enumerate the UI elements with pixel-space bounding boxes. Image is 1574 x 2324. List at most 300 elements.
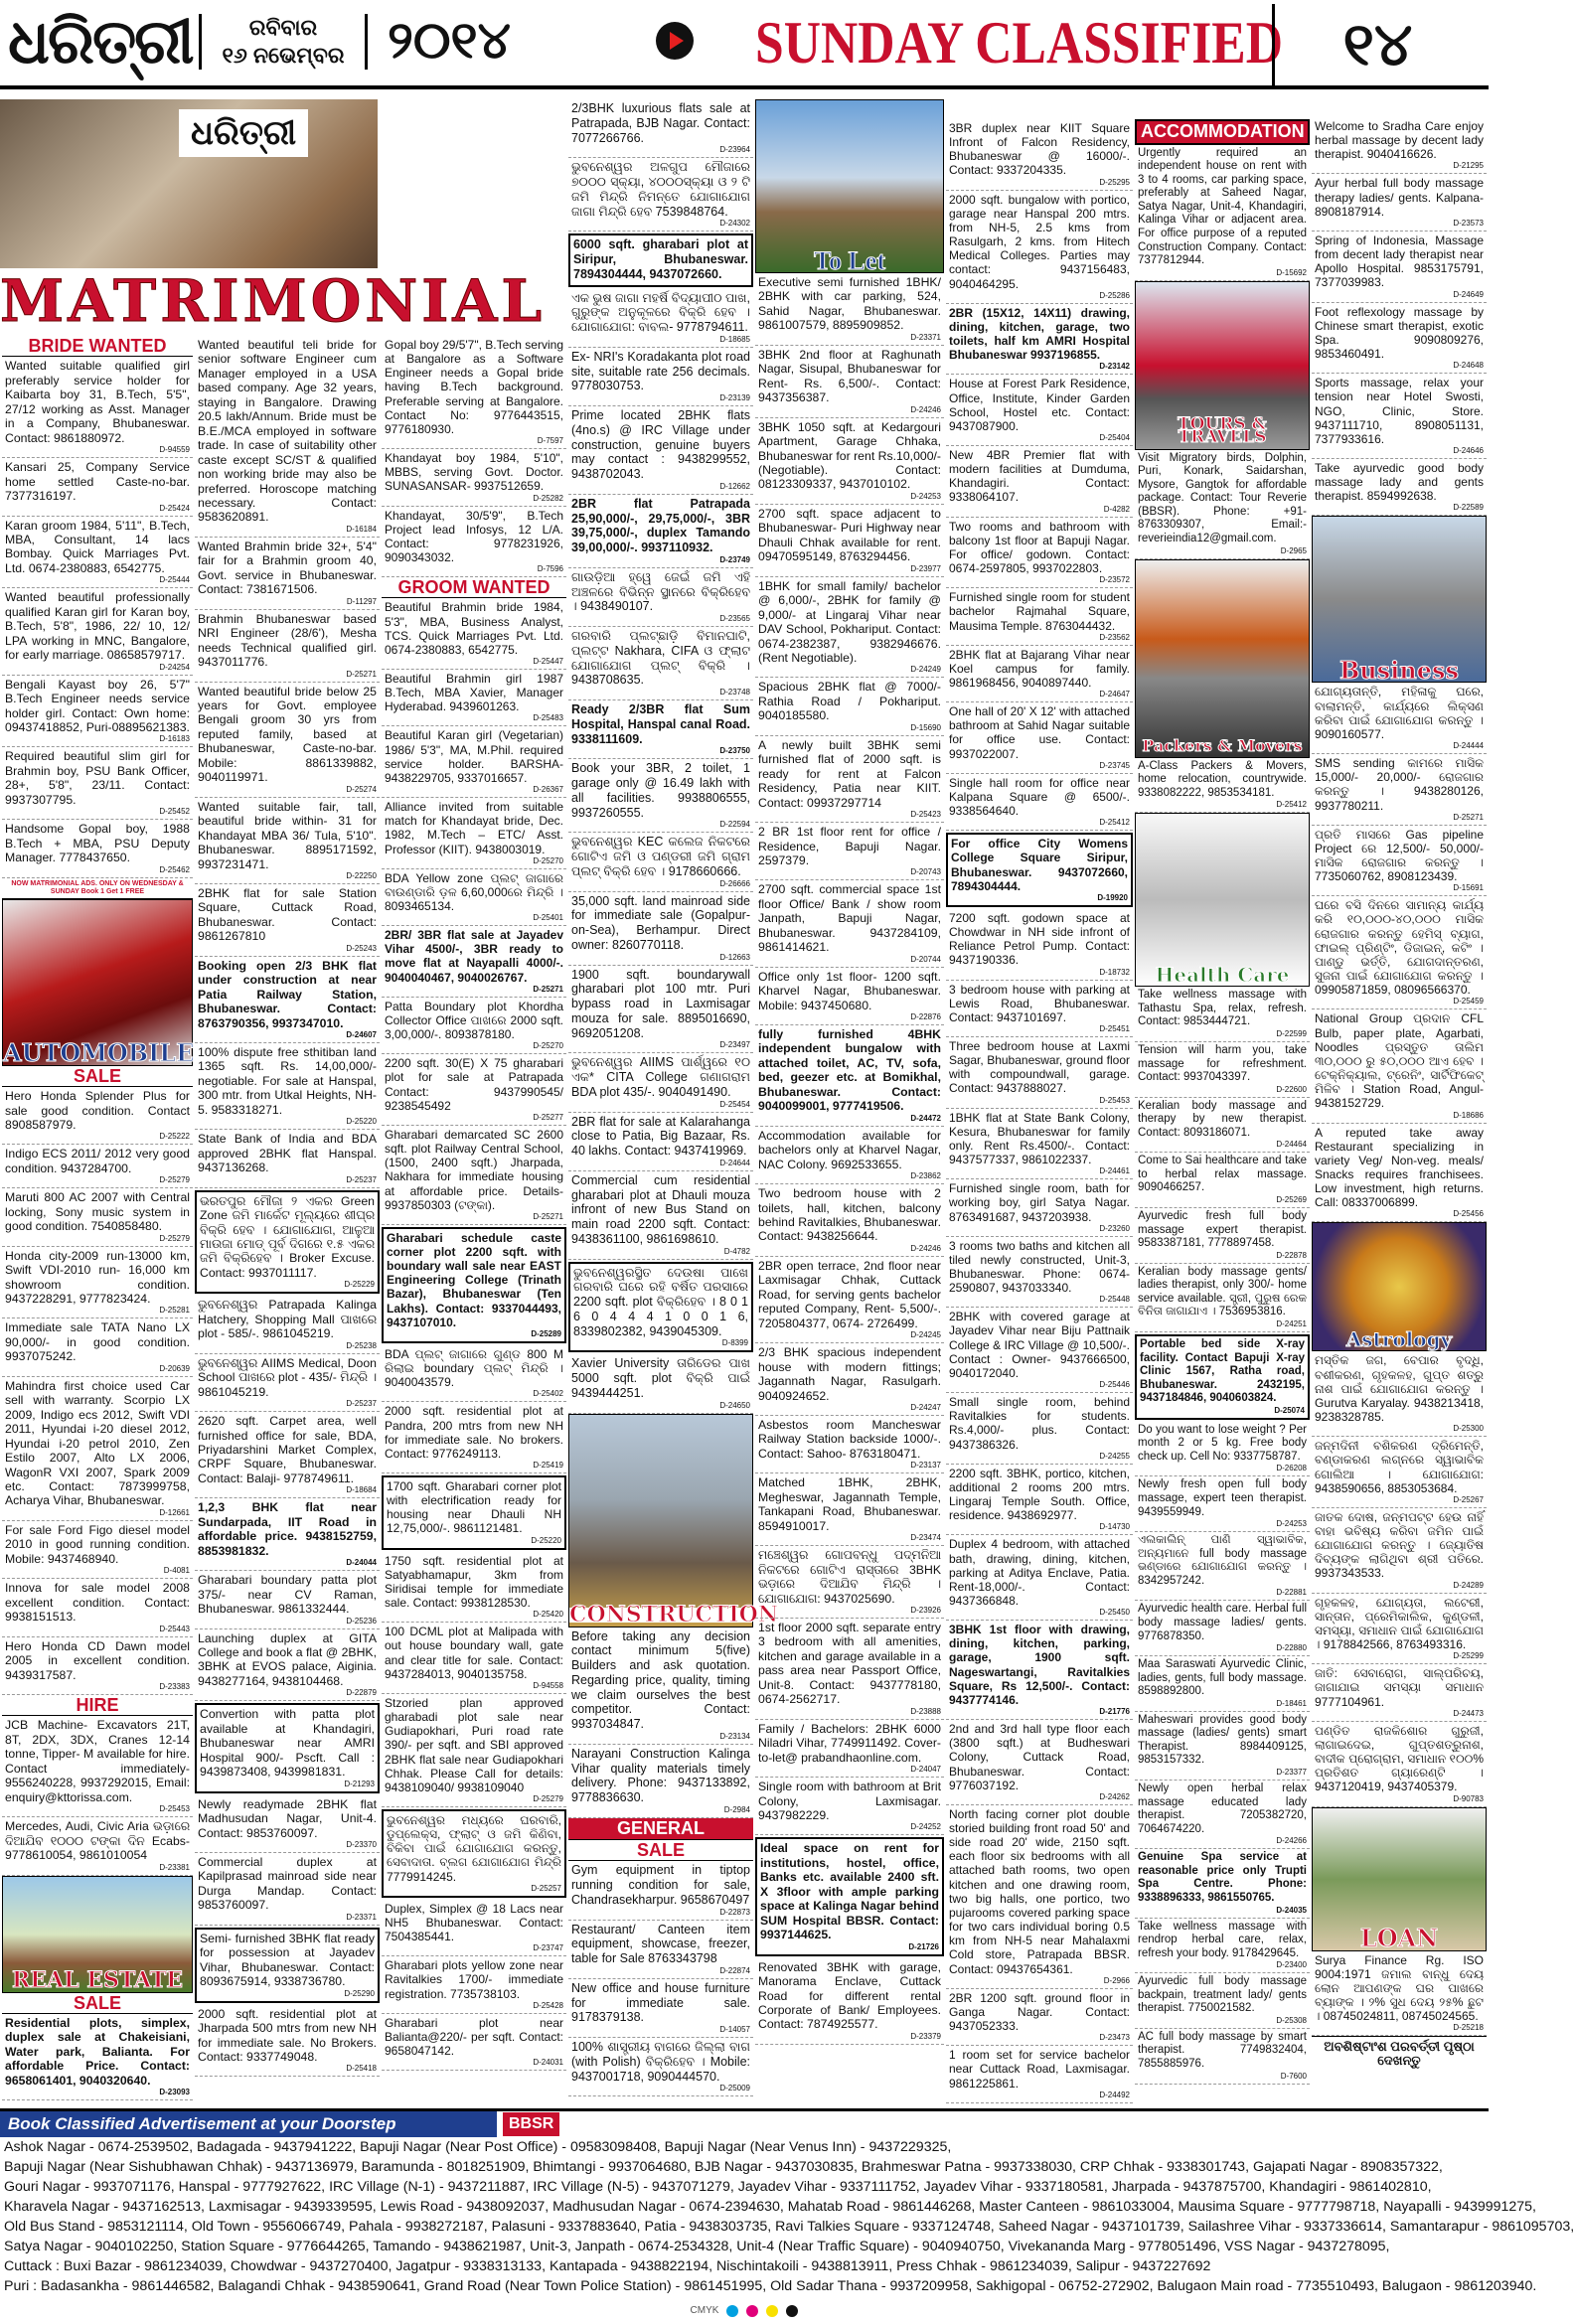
classified-ad: [195, 1130, 380, 1187]
classified-ad: [568, 1053, 753, 1112]
ad-code: D-23383: [159, 1682, 190, 1691]
ad-code: D-20743: [910, 867, 941, 877]
classified-ad: [195, 884, 380, 957]
ad-text: Newly fresh open full body massage, expert teen therapist. 9439559949.: [1138, 1478, 1307, 1518]
classified-ad: [755, 1184, 944, 1257]
classified-ad: [195, 610, 380, 683]
classified-ad: [568, 892, 753, 966]
ad-text: A-Class Packers & Movers, home relocation, countrywide. 9338082222, 9853534181.: [1138, 759, 1307, 799]
ad-code: D-25308: [1276, 2015, 1307, 2025]
ad-code: D-18685: [719, 334, 750, 344]
ad-code: D-25229: [344, 1280, 375, 1290]
classified-ad: [382, 1126, 566, 1225]
classified-ad: [755, 1025, 944, 1127]
ad-text: Urgently required an independent house on rent with 3 to 4 rooms, car parking space, preferably at Saheed Nagar, Satya Nagar, Unit-4, Khandagiri, Kalinga Vihar or adjacent area. For office purpose of a reputed Construction Company. Contact: 7377812944.: [1138, 146, 1307, 267]
tours-heading: TOURS & TRAVELS: [1178, 413, 1267, 448]
ad-text: 1900 sqft. boundarywall gharabari plot 100 mtr. Puri bypass road in Laxmisagar mouza for sale. 8895016690, 9692051208.: [571, 967, 750, 1040]
continued-note: ଅବଶିଷ୍ଟାଂଶ ପରବର୍ତ୍ତୀ ପୃଷ୍ଠା ଦେଖନ୍ତୁ: [1312, 2036, 1487, 2071]
classified-ad: [195, 336, 380, 538]
classified-ad: [1312, 1722, 1487, 1807]
ad-code: D-26208: [1276, 1464, 1307, 1473]
classified-ad: [1312, 1508, 1487, 1594]
ad-text: 2BR/ 3BR flat sale at Jayadev Vihar 4500/-, 3BR ready to move flat at Nayapalli 4000/-. 9040040467, 9040026767.: [385, 928, 563, 985]
classified-ad: [946, 1037, 1133, 1109]
hire-heading: HIRE: [2, 1695, 193, 1716]
ad-text: Ayurvedic health care. Herbal full body massage ladies/ gents. 9776878350.: [1138, 1603, 1307, 1642]
column-7: [1135, 119, 1310, 2085]
ad-code: D-24044: [346, 1558, 377, 1568]
classified-ad: [568, 348, 753, 406]
ad-text: Commercial cum residential gharabari plot at Dhauli mouza infront of new Bus Stand on main road 2200 sqft. Contact: 9438361100, 9861698610.: [571, 1172, 750, 1246]
ad-text: For sale Ford Figo diesel model 2010 in good running condition. Mobile: 9437468940.: [5, 1522, 190, 1566]
classified-ad: [2, 1521, 193, 1579]
ad-code: D-25451: [1099, 1023, 1130, 1033]
classified-ad: [946, 446, 1133, 518]
ad-text: Duplex, Simplex @ 18 Lacs near NH5 Bhubaneswar. Contact: 7504385441.: [385, 1901, 563, 1944]
classified-ad: [946, 909, 1133, 981]
ad-code: D-25237: [346, 1174, 377, 1184]
classified-ad: [755, 1257, 944, 1343]
ad-text: Visit Migratory birds, Dolphin, Puri, Konark, Saidarshan, Mysore, Gangtok for affordable package. Contact: Tour Reverie (BBSR). Phone: +91-8763309307, Email:- reverieindia12@gmail.com.: [1138, 451, 1307, 544]
ad-code: D-23381: [159, 1862, 190, 1872]
ad-text: 1 room set for service bachelor near Cuttack Road, Laxmisagar. 9861225861.: [949, 2048, 1130, 2091]
ad-text: ଭୁବନେଶ୍ୱର AIIMS Medical, Doon School ପାଖରେ plot - 435/- ମିନ୍ଦ୍ରି । 9861045219.: [198, 1355, 377, 1399]
ad-text: Alliance invited from suitable match for Khandayat bride, Dec. 1982, M.Tech – ETC/ Asst. Professor (KIIT). 9438003019.: [385, 800, 563, 856]
ad-text: Kansari 25, Company Service home settled Caste-no-bar. 7377316197.: [5, 460, 190, 504]
booking-line: Old Bus Stand - 9853121114, Old Town - 9556066749, Pahala - 9938272187, Palasuni - 9337883640, Patia - 9438303735, Ravi Talkies Square - 9337124748, Saheed Nagar - 9437101739, Sailashree Vihar - 9337336614, Samantarapur - 9861095703,: [4, 2219, 1574, 2235]
classified-ad: [946, 119, 1133, 191]
classified-ad: [755, 1343, 944, 1416]
ad-text: Single hall room for office near Kalpana Square @ 6500/-. 9338564640.: [949, 775, 1130, 819]
ad-code: D-25218: [1453, 2023, 1484, 2033]
classified-ad: [568, 1745, 753, 1818]
classified-ad: [382, 726, 566, 798]
ad-code: D-25428: [533, 2000, 563, 2010]
newspaper-logo: ଧରିତ୍ରୀ: [8, 5, 193, 77]
classified-ad: [1135, 1098, 1310, 1154]
ad-code: D-16184: [346, 524, 377, 534]
ad-code: D-20639: [159, 1363, 190, 1373]
classified-ad: [1312, 1437, 1487, 1508]
classified-ad: [1135, 450, 1310, 559]
construction-heading: CONSTRUCTION: [569, 1601, 778, 1627]
ad-text: 3 rooms two baths and kitchen all tiled newly constructed, Unit-3, Bhubaneswar. Phone: 0674-2590807, 9437033340.: [949, 1238, 1130, 1296]
ad-code: D-25404: [1099, 432, 1130, 442]
ad-code: D-25453: [159, 1804, 190, 1814]
ad-text: Hero Honda Splender Plus for sale good condition. Contact 8908587979.: [5, 1089, 190, 1132]
classified-ad: [568, 495, 753, 568]
classified-ad: [946, 518, 1133, 589]
booking-line: Puri : Badasankha - 9861446582, Balagandi Chhak - 9438590641, Grand Road (Near Town Police Station) - 9861451995, Old Sadar Thana - 9937209958, Sakhigopal - 06752-272902, Balugaon Main road - 7735510493, Balugaon - 9861203940.: [4, 2278, 1537, 2294]
classified-ad: [195, 2005, 380, 2078]
ad-text: Keralian body massage and therapy by new therapist. Contact: 8093186071.: [1138, 1099, 1307, 1139]
ad-text: Bengali Kayast boy 26, 5'7" B.Tech Engineer needs service holder girl. Contact: Own home: 09437418852, Puri-08895621383.: [5, 677, 190, 734]
column-2: [195, 336, 380, 2077]
classified-ad: [568, 627, 753, 700]
classified-ad: [382, 598, 566, 670]
ad-text: 2700 sqft. space adjacent to Bhubaneswar- Puri Highway near Dhauli Chhak available for rent. 09470595149, 8763294456.: [758, 506, 941, 564]
realestate-image: [2, 1876, 193, 1993]
classified-ad: [755, 1619, 944, 1720]
day-label: ରବିବାର: [248, 15, 318, 40]
classified-ad: [2, 676, 193, 748]
ad-text: 1BHK flat at State Bank Colony, Kesura, Bhubaneswar for family only. Rent Rs.4500/-. Contact: 9437577337, 9861022337.: [949, 1110, 1130, 1167]
classified-ad: [382, 1900, 566, 1956]
ad-code: D-24249: [910, 665, 941, 675]
ad-text: Three bedroom house at Laxmi Sagar, Bhubaneswar, ground floor with compoundwall, garage. Contact: 9437888027.: [949, 1038, 1130, 1096]
classified-ad: [755, 505, 944, 577]
classified-ad: [1312, 374, 1487, 459]
ad-code: D-24245: [910, 1330, 941, 1340]
classified-ad: [755, 1958, 944, 2045]
ad-code: D-22876: [910, 1012, 941, 1022]
ad-text: National Group ପ୍ରଦାନ CFL Bulb, paper plate, Agarbati, Noodles ପ୍ରସ୍ତୁତ ତାଲିମ ୩୦,୦୦୦ ରୁ ୫୦,୦୦୦ ଆଏ ହେବ । ଟେକ୍ନିକ୍ୟାଲ, ଟ୍ରେନିଂ, ସାର୍ଟିଫିକେଟ୍ ମିଳିବ । Station Road, Angul- 9438152729.: [1315, 1011, 1484, 1111]
booking-header: [0, 2111, 1489, 2137]
ad-text: Gharabari demarcated SC 2600 sqft. plot Railway Central School, (1500, 2400 sqft.) Jharpada, Nakhara for immediate housing at affordable price. Details- 9937850303 (ଟଙ୍କା).: [385, 1127, 563, 1212]
ad-text: Gharabari plot near Balianta@220/- per sqft. Contact: 9658047142.: [385, 2015, 563, 2058]
ad-code: D-25450: [1099, 1608, 1130, 1618]
ad-code: D-25279: [159, 1233, 190, 1243]
ad-code: D-22599: [1276, 1028, 1307, 1038]
ad-code: D-25269: [1276, 1195, 1307, 1204]
classified-ad: [755, 968, 944, 1025]
classified-ad: [1312, 1009, 1487, 1123]
classified-ad: [946, 2046, 1133, 2102]
classified-ad: [1312, 1594, 1487, 1665]
ad-code: D-24266: [1276, 1836, 1307, 1846]
ad-text: Honda city-2009 run-13000 km, Swift VDI-2010 run- 16,000 km showroom condition. 9437228291, 9777823424.: [5, 1248, 190, 1307]
classified-ad: [195, 798, 380, 884]
classified-ad: [2, 1817, 193, 1875]
classified-ad: [755, 1416, 944, 1473]
classified-ad: [568, 406, 753, 495]
astrology-image: [1312, 1222, 1487, 1351]
ad-code: D-14730: [1099, 1522, 1130, 1532]
ad-code: D-22880: [1276, 1643, 1307, 1653]
ad-code: D-25271: [1453, 812, 1484, 822]
ad-code: D-25286: [1099, 290, 1130, 300]
ad-code: D-24607: [346, 1030, 377, 1040]
sale-heading: SALE: [2, 1066, 193, 1087]
ad-code: D-15692: [1276, 267, 1307, 277]
classified-ad: [382, 926, 566, 998]
health-image: [1135, 813, 1310, 987]
ad-text: Residential plots, simplex, duplex sale at Chakeisiani, Water park, Balianta. For affordable Price. Contact: 9658061401, 9040320640.: [5, 2015, 190, 2088]
ad-text: Furnished single room, bath for working boy, girl Satya Nagar. 8763491687, 9437203938.: [949, 1181, 1130, 1224]
ad-code: D-23748: [719, 688, 750, 697]
classified-ad: [946, 1109, 1133, 1180]
ad-code: D-24255: [1099, 1451, 1130, 1461]
ad-text: Ex- NRI's Koradakanta plot road site, suitable rate 256 decimals. 9778030753.: [571, 349, 750, 393]
classified-ad: [195, 1354, 380, 1412]
ad-code: D-11297: [346, 596, 377, 606]
classified-ad: [1312, 1124, 1487, 1223]
classified-ad: [755, 1837, 944, 1955]
black-dot: [786, 2305, 798, 2317]
ad-text: ଭୁବନେଶ୍ୱର KEC କଲେଜ ନିକଟରେ ଗୋଟିଏ ଜମି ଓ ପଣ୍ଡରୀ ଜମି ଗ୍ରାମ ପ୍ଲଟ୍ ବିକ୍ରି ହେବ । 9178660666.: [571, 835, 750, 878]
column-8: [1312, 117, 1487, 2072]
ad-code: D-24464: [1276, 1140, 1307, 1150]
ad-text: 3BHK 1050 sqft. at Kedargouri Apartment, Garage Chhaka, Bhubaneswar for rent Rs.10,000/- (Negotiable). Contact: 08123309337, 9437010102.: [758, 419, 941, 492]
ad-code: D-21726: [908, 1941, 939, 1951]
classified-ad: [382, 1054, 566, 1126]
classified-ad: [1135, 145, 1310, 281]
ad-code: D-25257: [531, 1883, 561, 1893]
ad-text: Maheswari provides good body massage (ladies/ gents) smart Therapist. 8984409125, 9853157332.: [1138, 1713, 1307, 1767]
ad-text: Ayur herbal full body massage therapy ladies/ gents. Kalpana- 8908187914.: [1315, 176, 1484, 219]
ad-text: A reputed take away Restaurant specializing in variety Veg/ Non-veg. meals/ Snacks requires franchisees. Low investment, high returns. Call: 08337006899.: [1315, 1125, 1484, 1210]
classified-ad: [1135, 1334, 1310, 1420]
ad-code: D-24247: [910, 1403, 941, 1412]
ad-text: 2BR flat Patrapada 25,90,000/-, 29,75,000/-, 3BR 39,75,000/-, duplex Tamando 39,00,000/-. 9937110932.: [571, 496, 750, 554]
ad-text: 100 DCML plot at Malipada with out house boundary wall, gate and clear title for sale. Contact: 9437284013, 9040135758.: [385, 1625, 563, 1681]
ad-text: ଭରତପୁର ମୌଜା ୨ ଏକର Green Zone ଜମି ମାର୍କେଟ ମୂଲ୍ୟରେ ଶୀଘ୍ର ବିକ୍ରି ହେବ । ଯୋଗାଯୋଗ, ଆଳୁଆ ମାଉଜା ମୋଡ୍ ପୂର୍ବ ଦିଗରେ ୧.୫ ଏକର ଜମି ବିକ୍ରିହେବ । Broker Excuse. Contact: 9937011117.: [200, 1193, 375, 1280]
ad-text: 100% dispute free sthitiban land 1365 sqft. Rs. 14,00,000/- negotiable. For sale at Hanspal, 300 mtr. from Utkal Heights, NH-5. 9583318271.: [198, 1045, 377, 1117]
ad-text: AC full body massage by smart therapist. 7749832404, 7855885976.: [1138, 2030, 1307, 2070]
classified-ad: [1312, 174, 1487, 231]
ad-text: Khandayat, 30/5'9", B.Tech Project lead Infosys, 12 L/A. Contact: 9778231926, 9090343032.: [385, 508, 563, 565]
classified-ad: [382, 798, 566, 869]
ad-code: D-94558: [533, 1680, 563, 1690]
ad-text: Office only 1st floor- 1200 sqft. Kharvel Nagar, Bhubaneswar. Mobile: 9437450680.: [758, 969, 941, 1012]
classified-ad: [2, 517, 193, 589]
ad-text: 1750 sqft. residential plot at Satyabhamapur, 3km from Siridisai temple for immediate sale. Contact: 9938128530.: [385, 1553, 563, 1611]
ad-code: D-24262: [1099, 1791, 1130, 1801]
booking-tag: BBSR: [503, 2112, 559, 2136]
booking-line: Gouri Nagar - 9937071176, Hanspal - 9777927622, IRC Village (N-1) - 9437211887, IRC Village (N-5) - 9437071279, Jayadev Vihar - 9337111752, Jayadev Vihar - 9337180581, Jharpada - 9437875700, Khandagiri - 9861402810,: [4, 2179, 1432, 2195]
ad-text: 2000 sqft. bungalow with portico, garage near Hanspal 200 mtrs. from NH-5, 2.5 kms from Rasulgarh, 2 kms. from Hitech Medical Colleges. Parties may contact: 9437156483, 9040464295.: [949, 192, 1130, 291]
ad-code: D-25274: [346, 784, 377, 794]
classified-ad: [568, 233, 753, 286]
classified-ad: [195, 1629, 380, 1702]
ad-text: A newly built 3BHK semi furnished flat of 2000 sqft. is ready for rent at Falcon Residency, Patia near KIIT. Contact: 09937297714: [758, 737, 941, 810]
classified-ad: [568, 700, 753, 759]
ad-text: ଭୁବନେଶ୍ୱର Patrapada Kalinga Hatchery, Shopping Mall ପାଖରେ plot - 585/-. 9861045219.: [198, 1298, 377, 1341]
ad-text: 2BHK flat at Bajarang Vihar near Koel campus for family. 9861968456, 9040897440.: [949, 647, 1130, 690]
ad-code: D-25220: [531, 1535, 561, 1545]
ad-code: D-26367: [533, 785, 563, 795]
ad-code: D-16183: [159, 734, 190, 744]
classified-ad: [1312, 1351, 1487, 1437]
ad-text: ଜନ୍ମଦିନୀ ବଶିକରଣ ଦ୍ରିମେନ୍ତି, ବଣ୍ଡାକରଣ ଲଗ୍ନରେ ସ୍ୱାଭାବିକ ଗୋଲିଆ । ଯୋଗାଯୋଗ: 9438590656, 8853053684.: [1315, 1439, 1484, 1495]
page-header: [0, 0, 1489, 89]
ad-text: Keralian body massage gents/ ladies therapist, only 300/- home service available. ସ୍ତ୍ରୀ, ପୁରୁଷ ରେକ ବିନିତା ଜାଗାଯାଏ । 7536953816.: [1138, 1265, 1307, 1318]
booking-line: Bapuji Nagar (Near Sishubhawan Chhak) - 9437136979, Baramunda - 8018251909, Bhimtangi - 9937064680, BJB Nagar - 9437030835, Brahmeswar Patna - 9937338030, CRP Chhak - 9338301743, Gajapati Nagar - 8908357322,: [4, 2159, 1443, 2175]
ad-text: 2BR 1200 sqft. ground floor in Ganga Nagar. Contact: 9437052333.: [949, 1990, 1130, 2034]
ad-code: D-23747: [533, 1943, 563, 1953]
ad-text: Wanted beautiful bride below 25 years for Govt. employee Bengali groom 30 yrs from reputed family, based at Bhubaneswar, Caste-no-bar. Mobile: 8861339882, 9040119971.: [198, 684, 377, 785]
ad-code: D-24031: [533, 2058, 563, 2068]
classified-ad: [1135, 1532, 1310, 1601]
classified-ad: [1312, 683, 1487, 754]
ad-text: Stzoried plan approved gharabadi plot sale near Gudiapokhari, Puri road rate 390/- per sqft. and SBI approved 2BHK flat sale near Gudiapokhari Chhak. Please Call for details: 9438109040/ 9938109040: [385, 1695, 563, 1794]
ad-code: D-25290: [344, 1988, 375, 1998]
ad-text: Patta Boundary plot Khordha Collector Office ପାଖରେ 2000 sqft. 3,00,000/-. 8093878180.: [385, 999, 563, 1042]
ad-code: D-25009: [719, 2084, 750, 2093]
sale-heading-2: SALE: [2, 1993, 193, 2014]
ad-text: 2nd and 3rd hall type floor each (3800 sqft.) at Budheswari Colony, Cuttack Road, Bhubaneswar. Contact: 9776037192.: [949, 1722, 1130, 1792]
ad-code: D-25271: [346, 669, 377, 679]
ad-code: D-22600: [1276, 1084, 1307, 1094]
classified-ad: [755, 1127, 944, 1184]
ad-code: D-25402: [533, 1389, 563, 1399]
ad-code: D-25454: [719, 1099, 750, 1109]
ad-text: Beautiful Karan girl (Vegetarian) 1986/ 5'3", MA, M.Phil. required service holder. BARSHA- 9438229705, 9337016657.: [385, 728, 563, 785]
classified-ad: [2, 1377, 193, 1521]
ad-text: 2BHK flat for sale Station Square, Cuttack Road, Bhubaneswar. Contact: 9861267810: [198, 885, 377, 944]
ad-code: D-18461: [1276, 1698, 1307, 1708]
ad-code: D-25420: [533, 1610, 563, 1620]
bride-wanted-heading: BRIDE WANTED: [2, 336, 193, 357]
yellow-dot: [766, 2305, 778, 2317]
ad-text: 2/3 BHK spacious independent house with modern fittings; Jagannath Nagar, Rasulgarh. 9040924652.: [758, 1345, 941, 1403]
ad-text: Gharabari schedule caste corner plot 2200 sqft. with boundary wall sale near EAST Engineering College (Trinath Bazar), Bhubaneswar (Ten Lakhs). Contact: 9337044493, 9437107010.: [387, 1230, 561, 1329]
column-3: [382, 336, 566, 2071]
classified-ad: [1312, 117, 1487, 174]
ad-code: D-25419: [533, 1461, 563, 1470]
ad-code: D-22879: [346, 1688, 377, 1698]
ad-code: D-22873: [719, 1907, 750, 1917]
classified-ad: [195, 683, 380, 798]
ad-text: ଗରବାରି ପ୍ଲଟ୍‌ଛାଡ଼ି ବିମାନଘାଟି, ପ୍ଲଟ୍‌ଟ Nakhara, CIFA ଓ ଫ୍ଲାଟ ଯୋଗାଯୋଗ ପ୍ଲଟ୍ ବିକ୍ରି । 9438708635.: [571, 629, 750, 688]
ad-code: D-25447: [533, 656, 563, 666]
ad-text: Two bedroom house with 2 toilets, hall, kitchen, balcony behind Ravitalkies, Bhubaneswar. Contact: 9438256644.: [758, 1186, 941, 1244]
ad-text: Ayurvedic fresh full body massage expert therapist. 9583387181, 7778897458.: [1138, 1210, 1307, 1250]
classified-ad: [568, 1171, 753, 1260]
classified-ad: [195, 1190, 380, 1295]
ad-code: D-18686: [1453, 1110, 1484, 1120]
ad-code: D-24047: [910, 1765, 941, 1775]
ad-code: D-25270: [533, 855, 563, 865]
ad-code: D-24251: [1276, 1318, 1307, 1328]
ad-text: 1700 sqft. Gharabari corner plot with electrification ready for housing near Dhauli NH 12,75,000/-. 9861121481.: [387, 1479, 561, 1536]
ad-code: D-94559: [159, 445, 190, 455]
matrimonial-banner: [0, 99, 547, 335]
classified-ad: [1312, 896, 1487, 1009]
ad-text: Sports massage, relax your tension near Hotel Swosti, NGO, Clinic, Store. 9437111710, 8908051131, 7377933616.: [1315, 376, 1484, 446]
classified-ad: [2, 1318, 193, 1376]
ad-text: Wanted suitable qualified girl preferably service holder for Kaibarta boy 31, B.Tech, 5'5", 27/12 working as Asst. Manager in a Company, Bhubaneswar. Contact: 9861880972.: [5, 359, 190, 445]
ad-code: D-25279: [533, 1793, 563, 1803]
ad-text: ଯୋଗ୍ୟତାନ୍ତି, ମହିଳାକୁ ଘରେ, ବାଲାମନ୍ତି, କାର୍ଯ୍ୟରେ ଲିକ୍ସଣ କରିବା ପାଇଁ ଯୋଗାଯୋଗ କରନ୍ତୁ । 9090160577.: [1315, 685, 1484, 741]
ad-text: 2BHK with covered garage at Jayadev Vihar near Biju Pattnaik College & IRC Village @ 10,500/-. Contact : Owner- 9437666500, 9040172040.: [949, 1310, 1130, 1380]
ad-text: Take wellness massage with rendrop herbal care, relax, refresh your body. 9178429645.: [1138, 1920, 1307, 1959]
ad-code: D-21293: [344, 1779, 375, 1788]
accommodation-heading: ACCOMMODATION: [1135, 119, 1310, 145]
ad-code: D-19920: [1097, 892, 1128, 902]
ad-code: D-90783: [1453, 1793, 1484, 1803]
ad-text: Restaurant/ Canteen item equipment, showcase, freezer, table for Sale 8763343798: [571, 1922, 750, 1965]
packers-heading: Packers & Movers: [1142, 736, 1303, 755]
ad-text: Furnished single room for student bachelor Rajmahal Square, Mausima Temple. 8763044432.: [949, 590, 1130, 633]
ad-text: 1BHK for small family/ bachelor @ 6,000/-, 2BHK for family @ 9,000/- at Lingaraj Vihar near DAV School, Pokhariput. Contact: 0674-2382387, 9382946676. (Rent Negotiable).: [758, 578, 941, 665]
ad-code: D-24473: [1453, 1708, 1484, 1718]
column-4: [568, 99, 778, 2096]
ad-text: Family / Bachelors: 2BHK 6000 Niladri Vihar, 7749911492. Cover- to-let@ prabandhaonline.com.: [758, 1721, 941, 1765]
ad-code: D-23474: [910, 1533, 941, 1543]
ad-code: D-24492: [1099, 2090, 1130, 2099]
classified-ad: [382, 1956, 566, 2013]
ad-code: D-25236: [346, 1616, 377, 1626]
classified-ad: [1135, 1919, 1310, 1974]
classified-ad: [2, 1579, 193, 1636]
booking-line: Satya Nagar - 9040102250, Station Square - 9776644265, Tamando - 9438621987, Unit-3, Janpath - 0674-2534328, Unit-4 (Near Traffic Square) - 9040940750, Vivekananda Marg - 9778051496, VSS Nagar - 9437278095,: [4, 2239, 1390, 2254]
ad-code: D-23926: [910, 1605, 941, 1615]
classified-ad: [1135, 1781, 1310, 1849]
ad-text: Genuine Spa service at reasonable price only Trupti Spa Centre. Phone: 9338896333, 9861550765.: [1138, 1851, 1307, 1904]
classified-ad: [382, 1809, 566, 1898]
ad-code: D-15690: [910, 722, 941, 732]
classified-ad: [755, 678, 944, 735]
ad-code: D-24472: [910, 1113, 941, 1123]
ad-text: 2000 sqft. residential plot at Jharpada 500 mtrs from new NH for immediate sale. No Brokers. Contact: 9337749048.: [198, 2006, 377, 2064]
automobile-heading: AUTOMOBILE: [3, 1038, 195, 1068]
ad-text: Do you want to lose weight ? Per month 2 or 5 kg. Free body check up. Cell No: 9337758787.: [1138, 1423, 1307, 1463]
classified-ad: [382, 336, 566, 449]
booking-title: Book Classified Advertisement at your Doorstep: [0, 2111, 497, 2137]
ad-text: Welcome to Sradha Care enjoy herbal massage by decent lady therapist. 9040416626.: [1315, 119, 1484, 162]
classified-ad: [382, 1227, 566, 1343]
classified-ad: [568, 2038, 753, 2096]
ad-code: D-25412: [1099, 818, 1130, 828]
classified-ad: [946, 774, 1133, 831]
ad-code: D-24461: [1099, 1166, 1130, 1176]
ad-code: D-25444: [159, 575, 190, 585]
ad-code: D-25238: [346, 1340, 377, 1350]
classified-ad: [946, 375, 1133, 446]
ad-text: Required beautiful slim girl for Brahmin boy, PSU Bank Officer, 28+, 5'8", 23/11. Contact: 9937307795.: [5, 749, 190, 807]
ad-code: D-23400: [1276, 1960, 1307, 1970]
ad-code: D-25412: [1276, 800, 1307, 810]
ad-code: D-25271: [533, 1211, 563, 1221]
ad-code: D-25279: [159, 1175, 190, 1185]
classified-ad: [2, 820, 193, 877]
classified-ad: [195, 1043, 380, 1130]
classified-ad: [946, 646, 1133, 702]
groom-wanted-heading: GROOM WANTED: [382, 577, 566, 598]
classified-ad: [195, 957, 380, 1043]
ad-code: D-23862: [910, 1171, 941, 1181]
classified-ad: [1135, 1208, 1310, 1264]
ad-code: D-24302: [719, 219, 750, 229]
ad-code: D-24246: [910, 404, 941, 414]
ad-text: Newly readymade 2BHK flat Madhusudan Nagar, Unit-4. Contact: 9853760097.: [198, 1796, 377, 1840]
classified-ad: [2, 1145, 193, 1188]
ad-code: D-23370: [346, 1839, 377, 1849]
ad-text: Booking open 2/3 BHK flat under construction at near Patia Railway Station, Bhubaneswar. Contact: 8763790356, 9937347010.: [198, 958, 377, 1030]
ad-text: Indigo ECS 2011/ 2012 very good condition. 9437284700.: [5, 1147, 190, 1175]
ad-code: D-2966: [1103, 1975, 1130, 1985]
ad-text: Executive semi furnished 1BHK/ 2BHK with car parking, 524, Sahid Nagar, Bhubaneswar. 9861007579, 8895909852.: [758, 275, 941, 333]
classified-ad: [1135, 758, 1310, 814]
classified-ad: [568, 833, 753, 891]
page-number: ୧୪: [1272, 4, 1481, 85]
ad-text: ଭୁବନେଶ୍ୱରସ୍ଥିତ ଦେଉଷା ପାଖେ ଗରବାରି ଘରେ ରହି ବର୍ଷିତ ପରସାରେ 2200 sqft. plot ବିକ୍ରିହେବ । 8 0 1 6 0 4 4 4 1 0 0 1 6, 8339802382, 9439045309.: [573, 1265, 748, 1338]
classified-ad: [2, 1247, 193, 1319]
ad-text: Immediate sale TATA Nano LX 90,000/- in good condition. 9937075242.: [5, 1320, 190, 1364]
classified-ad: [568, 966, 753, 1054]
ad-code: D-23142: [1099, 362, 1130, 372]
ad-text: 3BHK 1st floor with drawing, dining, kitchen, parking, garage, 1900 sqft. Nageswartangi, Ravitalkies Square, Rs 12,500/-. Contact: 9437774146.: [949, 1623, 1130, 1707]
sale-heading-3: SALE: [568, 1840, 753, 1862]
ad-text: Surya Finance Rg. ISO 9004:1971 ଜମାଲ ବାନ୍ଧୁ ଦେୟ ଲୋନ ଆପଣଙ୍କ ଘର ପାଖରେ ବ୍ୟାଙ୍କ । ୨% ସୁଧ ଦେୟ ୨୫% ଛୁଟ । 08745024811, 08745024565.: [1315, 1952, 1484, 2024]
tolet-image: [755, 99, 944, 273]
ad-text: 2/3BHK luxurious flats sale at Patrapada, BJB Nagar. Contact: 7077266766.: [571, 101, 750, 145]
classified-ad: [2, 1087, 193, 1145]
date-block: [199, 14, 368, 70]
ad-text: BDA ପ୍ଲଟ୍ ଜାଗାରେ ଗୁଣ୍ଡ 800 M ରିଲାଇ boundary ପ୍ଲଟ୍ ମିନ୍ଦ୍ରି । 9040043579.: [385, 1346, 563, 1390]
ad-code: D-25220: [346, 1117, 377, 1127]
